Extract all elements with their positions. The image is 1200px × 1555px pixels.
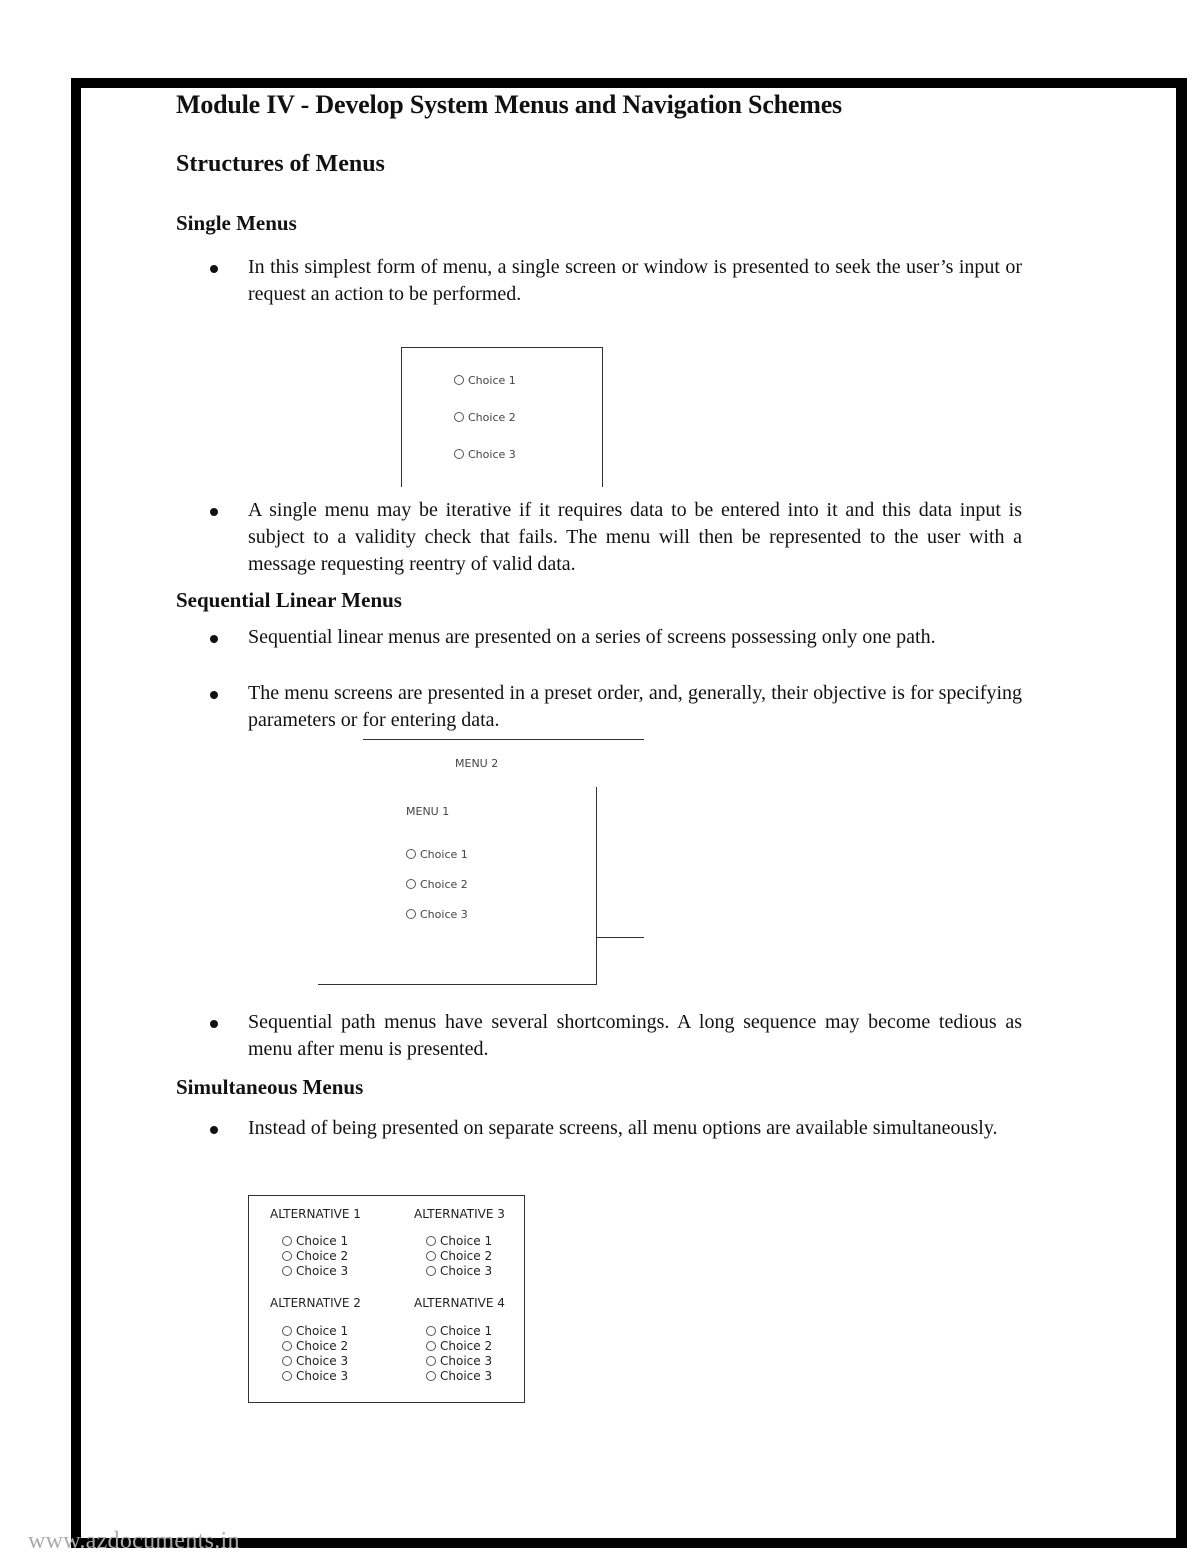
radio-icon bbox=[426, 1356, 436, 1366]
radio-icon bbox=[406, 849, 416, 859]
choice-option: Choice 3 bbox=[406, 908, 468, 921]
choice-option: Choice 2 bbox=[426, 1339, 492, 1353]
page-title: Module IV - Develop System Menus and Navigation Schemes bbox=[176, 90, 842, 119]
bullet-text: A single menu may be iterative if it requires data to be entered into it and this data input is subject to a validity check that fails. The menu will then be represented to the user with a message requesting reentry of valid data. bbox=[248, 499, 1022, 575]
single-menus-heading: Single Menus bbox=[176, 211, 297, 235]
choice-option: Choice 1 bbox=[282, 1234, 348, 1248]
menu1-label: MENU 1 bbox=[406, 805, 450, 818]
radio-icon bbox=[282, 1341, 292, 1351]
choice-option: Choice 1 bbox=[454, 374, 516, 387]
sequential-bullet-3 bbox=[210, 1009, 1022, 1063]
radio-icon bbox=[426, 1236, 436, 1246]
radio-icon bbox=[426, 1266, 436, 1276]
bullet-text: Sequential linear menus are presented on a series of screens possessing only one path. bbox=[248, 626, 936, 648]
choice-option: Choice 3 bbox=[282, 1264, 348, 1278]
choice-option: Choice 3 bbox=[426, 1354, 492, 1368]
section-heading: Structures of Menus bbox=[176, 151, 385, 177]
choice-option: Choice 2 bbox=[282, 1249, 348, 1263]
radio-icon bbox=[282, 1356, 292, 1366]
radio-icon bbox=[426, 1371, 436, 1381]
radio-icon bbox=[282, 1266, 292, 1276]
radio-icon bbox=[406, 879, 416, 889]
menu2-label: MENU 2 bbox=[455, 757, 499, 770]
single-bullet-2 bbox=[210, 497, 1022, 578]
alternative-4-label: ALTERNATIVE 4 bbox=[414, 1296, 505, 1310]
sequential-menus-heading: Sequential Linear Menus bbox=[176, 588, 402, 612]
radio-icon bbox=[454, 375, 464, 385]
radio-icon bbox=[282, 1251, 292, 1261]
bullet-text: Instead of being presented on separate screens, all menu options are available simultaneously. bbox=[248, 1117, 998, 1139]
simultaneous-bullet-1 bbox=[210, 1115, 1022, 1142]
bullet-text: The menu screens are presented in a preset order, and, generally, their objective is for specifying parameters or for entering data. bbox=[248, 682, 1022, 731]
bullet-dot bbox=[210, 265, 218, 273]
choice-option: Choice 3 bbox=[454, 448, 516, 461]
radio-icon bbox=[282, 1371, 292, 1381]
radio-icon bbox=[454, 412, 464, 422]
radio-icon bbox=[406, 909, 416, 919]
bullet-dot bbox=[210, 1020, 218, 1028]
choice-option: Choice 1 bbox=[282, 1324, 348, 1338]
choice-option: Choice 3 bbox=[426, 1369, 492, 1383]
choice-option: Choice 2 bbox=[282, 1339, 348, 1353]
alternative-1-label: ALTERNATIVE 1 bbox=[270, 1207, 361, 1221]
choice-option: Choice 3 bbox=[426, 1264, 492, 1278]
single-bullet-1 bbox=[210, 254, 1022, 308]
bullet-text: Sequential path menus have several shortcomings. A long sequence may become tedious as menu after menu is presented. bbox=[248, 1011, 1022, 1060]
choice-option: Choice 1 bbox=[426, 1324, 492, 1338]
alternative-2-label: ALTERNATIVE 2 bbox=[270, 1296, 361, 1310]
radio-icon bbox=[454, 449, 464, 459]
radio-icon bbox=[426, 1341, 436, 1351]
simultaneous-menu-figure bbox=[248, 1195, 525, 1403]
bullet-dot bbox=[210, 508, 218, 516]
watermark: www.azdocuments.in bbox=[28, 1528, 240, 1554]
choice-option: Choice 1 bbox=[426, 1234, 492, 1248]
bullet-dot bbox=[210, 635, 218, 643]
sequential-bullet-2 bbox=[210, 680, 1022, 734]
alternative-3-label: ALTERNATIVE 3 bbox=[414, 1207, 505, 1221]
radio-icon bbox=[282, 1326, 292, 1336]
radio-icon bbox=[426, 1326, 436, 1336]
simultaneous-menus-heading: Simultaneous Menus bbox=[176, 1075, 364, 1099]
choice-option: Choice 2 bbox=[454, 411, 516, 424]
radio-icon bbox=[282, 1236, 292, 1246]
bullet-dot bbox=[210, 691, 218, 699]
choice-option: Choice 2 bbox=[406, 878, 468, 891]
choice-option: Choice 2 bbox=[426, 1249, 492, 1263]
radio-icon bbox=[426, 1251, 436, 1261]
bullet-dot bbox=[210, 1126, 218, 1134]
bullet-text: In this simplest form of menu, a single screen or window is presented to seek the user’s input or request an action to be performed. bbox=[248, 256, 1022, 305]
sequential-bullet-1 bbox=[210, 624, 1022, 651]
choice-option: Choice 3 bbox=[282, 1369, 348, 1383]
choice-option: Choice 3 bbox=[282, 1354, 348, 1368]
choice-option: Choice 1 bbox=[406, 848, 468, 861]
